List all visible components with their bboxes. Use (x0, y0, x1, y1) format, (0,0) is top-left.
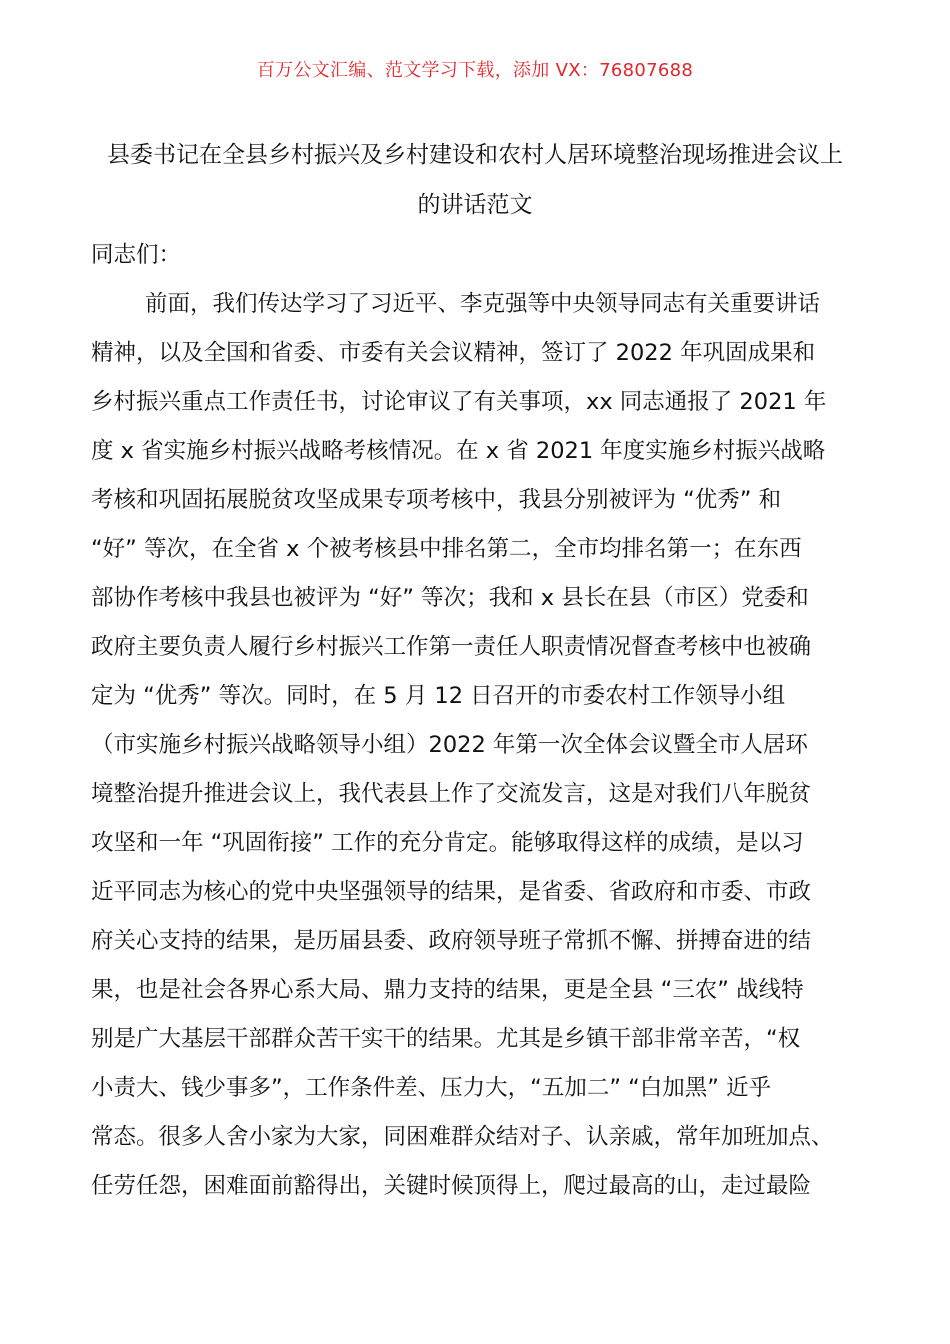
paragraph-line: 攻坚和一年 “巩固衔接” 工作的充分肯定。能够取得这样的成绩，是以习 (91, 830, 804, 856)
title-line-2: 的讲话范文 (417, 192, 533, 218)
paragraph-line: 小责大、钱少事多”，工作条件差、压力大，“五加二” “白加黑” 近乎 (91, 1075, 772, 1101)
paragraph-line: 考核和巩固拓展脱贫攻坚成果专项考核中，我县分别被评为 “优秀” 和 (91, 487, 782, 513)
paragraph-line: 精神，以及全国和省委、市委有关会议精神，签订了 2022 年巩固成果和 (91, 340, 816, 366)
paragraph-line: “好” 等次，在全省 x 个被考核县中排名第二，全市均排名第一；在东西 (91, 536, 802, 562)
paragraph-line: 度 x 省实施乡村振兴战略考核情况。在 x 省 2021 年度实施乡村振兴战略 (91, 438, 826, 464)
header-ad-text: 百万公文汇编、范文学习下载，添加 VX：76807688 (256, 60, 694, 81)
document-body (91, 231, 865, 1211)
paragraph-line: 近平同志为核心的党中央坚强领导的结果，是省委、省政府和市委、市政 (91, 879, 812, 905)
paragraph-line: （市实施乡村振兴战略领导小组）2022 年第一次全体会议暨全市人居环 (91, 732, 808, 758)
title-line-1: 县委书记在全县乡村振兴及乡村建设和农村人居环境整治现场推进会议上 (107, 142, 843, 168)
paragraph-line: 前面，我们传达学习了习近平、李克强等中央领导同志有关重要讲话 (145, 291, 821, 317)
paragraph-line: 定为 “优秀” 等次。同时，在 5 月 12 日召开的市委农村工作领导小组 (91, 683, 786, 709)
paragraph-line: 部协作考核中我县也被评为 “好” 等次；我和 x 县长在县（市区）党委和 (91, 585, 809, 611)
paragraph-line: 别是广大基层干部群众苦干实干的结果。尤其是乡镇干部非常辛苦，“权 (91, 1026, 801, 1052)
salutation: 同志们： (91, 242, 182, 268)
paragraph-line: 政府主要负责人履行乡村振兴工作第一责任人职责情况督查考核中也被确 (91, 634, 812, 660)
paragraph-line: 任劳任怨，困难面前豁得出，关键时候顶得上，爬过最高的山，走过最险 (91, 1173, 812, 1199)
paragraph-line: 境整治提升推进会议上，我代表县上作了交流发言，这是对我们八年脱贫 (91, 781, 812, 807)
paragraph-line: 果，也是社会各界心系大局、鼎力支持的结果，更是全县 “三农” 战线特 (91, 977, 804, 1003)
paragraph-line: 府关心支持的结果，是历届县委、政府领导班子常抓不懈、拼搏奋进的结 (91, 928, 812, 954)
paragraph-line: 常态。很多人舍小家为大家，同困难群众结对子、认亲戚，常年加班加点、 (91, 1124, 834, 1150)
document-title (88, 130, 862, 230)
paragraph-line: 乡村振兴重点工作责任书，讨论审议了有关事项，xx 同志通报了 2021 年 (91, 389, 827, 415)
